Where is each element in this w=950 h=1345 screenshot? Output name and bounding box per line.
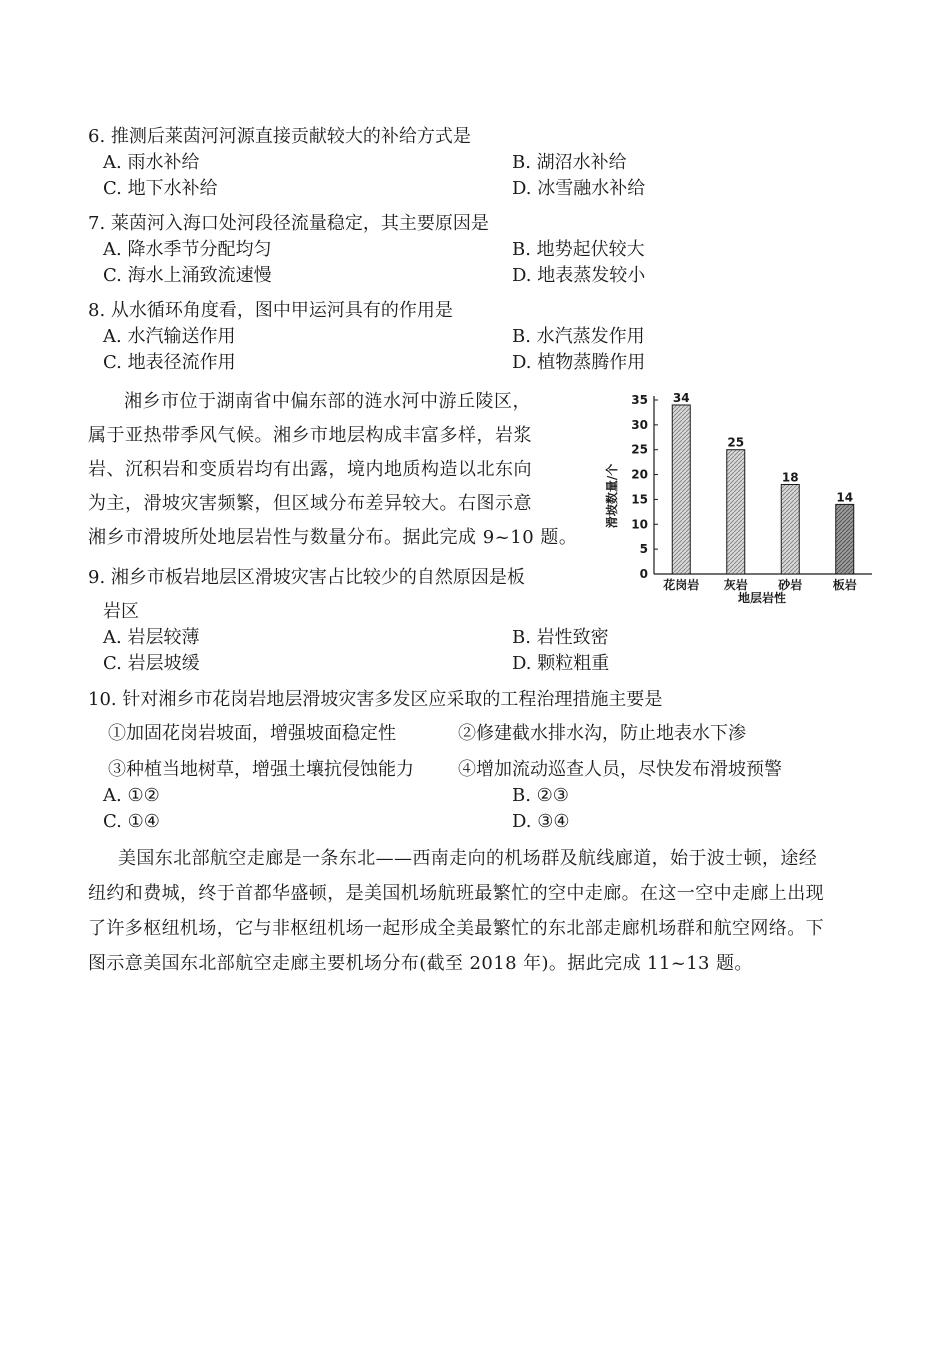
question-8-option-b: B. 水汽蒸发作用 <box>512 326 645 347</box>
chart-value-label: 18 <box>781 470 799 485</box>
question-9-stem-line-2: 岩区 <box>103 601 139 622</box>
chart-bar <box>781 485 799 574</box>
passage-1-line-2: 属于亚热带季风气候。湘乡市地层构成丰富多样，岩浆 <box>88 425 532 446</box>
question-9-option-c: C. 岩层坡缓 <box>103 653 200 674</box>
chart-y-tick-label: 10 <box>631 517 648 532</box>
chart-y-tick-label: 35 <box>631 393 648 407</box>
question-9-option-d: D. 颗粒粗重 <box>512 653 610 674</box>
passage-2-line-2: 纽约和费城，终于首都华盛顿，是美国机场航班最繁忙的空中走廊。在这一空中走廊上出现 <box>88 883 824 904</box>
question-9-stem-line-1: 9. 湘乡市板岩地层区滑坡灾害占比较少的自然原因是板 <box>88 567 525 588</box>
question-10-option-c: C. ①④ <box>103 811 160 832</box>
chart-category-label: 砂岩 <box>778 578 803 592</box>
question-7-option-a: A. 降水季节分配均匀 <box>103 239 272 260</box>
question-7-option-c: C. 海水上涌致流速慢 <box>103 265 272 286</box>
question-7-option-d: D. 地表蒸发较小 <box>512 265 646 286</box>
chart-x-axis-label: 地层岩性 <box>737 591 787 605</box>
chart-category-label: 花岗岩 <box>663 578 700 592</box>
chart-bar <box>727 450 745 574</box>
chart-y-tick-label: 15 <box>631 492 648 507</box>
passage-1-line-1: 湘乡市位于湖南省中偏东部的涟水河中游丘陵区， <box>124 391 531 412</box>
passage-2-line-3: 了许多枢纽机场，它与非枢纽机场一起形成全美最繁忙的东北部走廊机场群和航空网络。下 <box>88 918 824 939</box>
passage-2-line-1: 美国东北部航空走廊是一条东北——西南走向的机场群及航线廊道，始于波士顿，途经 <box>118 848 818 869</box>
passage-1-line-3: 岩、沉积岩和变质岩均有出露，境内地质构造以北东向 <box>88 459 532 480</box>
question-8-option-c: C. 地表径流作用 <box>103 352 236 373</box>
chart-y-tick-label: 25 <box>631 442 648 457</box>
question-10-statement-3: ③种植当地树草，增强土壤抗侵蚀能力 <box>108 759 414 780</box>
question-10-statement-4: ④增加流动巡查人员，尽快发布滑坡预警 <box>458 759 782 780</box>
question-9-option-b: B. 岩性致密 <box>512 627 609 648</box>
passage-1-line-4: 为主，滑坡灾害频繁，但区域分布差异较大。右图示意 <box>88 493 532 514</box>
chart-y-tick-label: 20 <box>631 467 648 482</box>
question-6-option-c: C. 地下水补给 <box>103 178 218 199</box>
question-10-stem: 10. 针对湘乡市花岗岩地层滑坡灾害多发区应采取的工程治理措施主要是 <box>88 689 663 710</box>
landslide-bar-chart <box>602 388 882 616</box>
question-10-option-b: B. ②③ <box>512 785 569 806</box>
question-7-option-b: B. 地势起伏较大 <box>512 239 645 260</box>
question-10-statement-2: ②修建截水排水沟，防止地表水下渗 <box>458 723 746 744</box>
passage-2-line-4: 图示意美国东北部航空走廊主要机场分布(截至 2018 年)。据此完成 11~13 题。 <box>88 953 753 974</box>
question-9-option-a: A. 岩层较薄 <box>103 627 200 648</box>
chart-y-tick-label: 30 <box>631 417 648 432</box>
chart-y-axis-label: 滑坡数量/个 <box>605 463 619 529</box>
passage-1-line-5: 湘乡市滑坡所处地层岩性与数量分布。据此完成 9~10 题。 <box>88 527 578 548</box>
chart-y-tick-label: 0 <box>639 567 648 581</box>
question-10-option-a: A. ①② <box>103 785 160 806</box>
chart-y-tick-label: 5 <box>639 542 648 557</box>
chart-value-label: 25 <box>727 435 745 450</box>
question-6-stem: 6. 推测后莱茵河河源直接贡献较大的补给方式是 <box>88 126 471 147</box>
chart-category-label: 灰岩 <box>723 578 748 592</box>
chart-value-label: 14 <box>836 490 854 505</box>
chart-bar <box>672 405 690 574</box>
chart-value-label: 34 <box>672 390 690 405</box>
question-10-statement-1: ①加固花岗岩坡面，增强坡面稳定性 <box>108 723 396 744</box>
question-10-option-d: D. ③④ <box>512 811 570 832</box>
question-8-option-a: A. 水汽输送作用 <box>103 326 236 347</box>
chart-category-label: 板岩 <box>832 578 857 592</box>
question-8-option-d: D. 植物蒸腾作用 <box>512 352 646 373</box>
question-7-stem: 7. 莱茵河入海口处河段径流量稳定，其主要原因是 <box>88 213 489 234</box>
chart-bar <box>836 504 854 574</box>
question-6-option-d: D. 冰雪融水补给 <box>512 178 646 199</box>
question-6-option-a: A. 雨水补给 <box>103 152 200 173</box>
question-6-option-b: B. 湖沼水补给 <box>512 152 627 173</box>
question-8-stem: 8. 从水循环角度看，图中甲运河具有的作用是 <box>88 300 453 321</box>
